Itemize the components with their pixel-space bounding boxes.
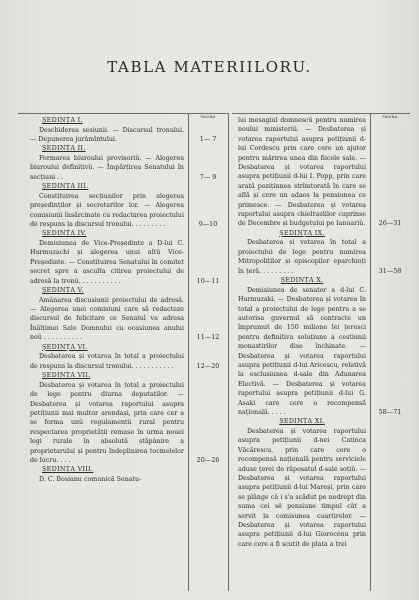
- toc-entry-text: D. C. Bosianu comunică Senatu-: [39, 475, 142, 483]
- page-range: 12—20: [196, 361, 220, 370]
- toc-entry-text: lui mesagiul domnescŭ pentru numirea noului ministeriŭ. — Desbaterea și votarea raportului asupra petițiunii d-lui Cordescu prin care cere un ajutor pentru mărirea unea din fiicele sale. — Desbaterea și votarea raportului asupra petițiunii d-lui I. Popp, prin care arată poziținnea strîmtorată în care se află și cere un adaos la pensiunea ce primesce. — Desbaterea și votarea raportului asupra chieltuelilor cuprinse de Decembre și budgetului pe Ianuariŭ.: [238, 117, 366, 228]
- section-heading: ȘEDINȚA I.: [42, 116, 83, 124]
- section-heading: ȘEDINȚA IV.: [42, 229, 87, 238]
- toc-entry: [30, 239, 220, 286]
- left-page-column-rule: [188, 113, 189, 591]
- toc-entry-text: Formarea biuroului provisoriŭ. — Alegerea biuroului definitivŭ. — Împărțirea Senatului în secțiuni . .: [30, 155, 184, 181]
- section-heading: ȘEDINȚA VII.: [42, 371, 91, 380]
- left-page-header: PAGINA: [200, 115, 216, 119]
- left-page-column-rule-right: [228, 113, 229, 591]
- toc-entry: [30, 192, 218, 230]
- toc-entry: [30, 126, 217, 145]
- toc-entry: [30, 154, 217, 182]
- toc-entry-text: Demisiunea de senator a d-lui C. Hurmuzaki. — Desbaterea și votarea în total a proiectului de lege pentru a se autorisa guvernul să contracte un împrumut de 150 milione lei țeresci pentru definitiva soluțiune a cestiunii monastirilor dise închinate. — Desbaterea și votarea raportului asupra petițiunii d-lui Aricescu, relativă la esclusiunea d-sale din Adunarea Electivă. — Desbaterea și votarea raportului asupra petițiunii d-lui G. Asaki care cere o recompensă națională. . . . .: [238, 286, 366, 416]
- toc-entry-text: Desbaterea și votarea în total a proiectului de lege pentru numirea Mitropoliților și episcopilor eparchioți în țeră. . . . . . . . .: [238, 239, 366, 275]
- page-range: 31—58: [378, 266, 402, 275]
- toc-entry: [30, 381, 220, 466]
- page-range: 11—12: [196, 333, 220, 342]
- page-range: 20—26: [196, 455, 220, 464]
- page-range: 7— 9: [199, 172, 217, 181]
- section-heading: ȘEDINȚA III.: [42, 182, 89, 191]
- toc-entry: [238, 238, 402, 276]
- section-heading: ȘEDINȚA V.: [42, 286, 84, 295]
- section-heading: ȘEDINȚA II.: [42, 144, 86, 153]
- toc-entry: [30, 296, 220, 343]
- toc-entry: [30, 475, 184, 484]
- page-range: 9—10: [198, 220, 218, 229]
- right-header-top-rule: [232, 113, 410, 114]
- section-heading: ȘEDINȚA IX.: [279, 228, 325, 237]
- left-header-top-rule: [18, 113, 228, 114]
- toc-entry: [30, 352, 220, 371]
- section-heading: ȘEDINȚA VI.: [42, 342, 88, 351]
- page-range: 58—71: [378, 407, 402, 416]
- toc-entry-text: Amânarea discusiunii proiectului de adresă. — Alegerea unei comisiuni care să redacteze discursul de felicitare ce Senatul va adresa Înălțimei Sale Domnului cu ocasiunea anului noŭ . . . . . . . . . .: [30, 296, 184, 342]
- page-range: 26—31: [378, 219, 402, 228]
- toc-entry-text: Constituirea secțiunilor prin alegerea președinților și secretarilor lor. — Alegerea comisiunii însărcinate cu redactarea proiectului de respuns la discursul tronului. . . . . . . . .: [30, 192, 184, 229]
- right-page-column-rule: [370, 113, 371, 591]
- section-heading: ȘEDINȚA VIII.: [42, 465, 94, 474]
- toc-entry: [238, 286, 402, 418]
- page-range: 10—11: [196, 276, 220, 285]
- toc-entry: [238, 427, 366, 549]
- toc-entry-text: Desbaterea și votarea raportului asupra petițiunii d-nei Catinca Văcărescu, prin care cere o recompensă națională pentru serviciele aduse țerei de răposatul d-sale soțiŭ. — Desbaterea și votarea raportului asupra petițiunii d-lui Mareși, prin care se plânge că i s'a scădut pe nedrept din suma cei sĕ pensiune timpul cât a servit la comisunea cuartirelor. — Desbaterea și votarea raportului asupra petițiunii d-lui Giorocénu prin care cere a fi scutit de plata a trei: [238, 427, 366, 548]
- right-page-header: PAGINA: [382, 115, 398, 119]
- page-title: TABLA MATERIILORU.: [107, 58, 312, 76]
- toc-entry-text: Desbaterea și votarea în total a proiectului de respuns la discursul tronului. . . . . . . . . . .: [30, 353, 184, 370]
- page-range: 1— 7: [199, 135, 217, 143]
- toc-entry-text: Demisiunea de Vice-Președinte a D-lui C. Hurmuzachi și alegerea unui altŭ Vice-Președinte. — Constituirea Senatului în comitet secret spre a asculta citirea proiectului de adresă la tronŭ. . . . . . . . . . .: [30, 240, 184, 285]
- toc-entry-text: Deschiderea sesiunii. — Discursul tronului. — Depunerea jurămîntului.: [30, 126, 184, 143]
- toc-entry-text: Desbaterea și votarea în total a proiectului de lege pentru diurna deputaților. — Desbaterea și votarea raportului asupra petițiunii mai multor arendași, prin care cer a se forma unŭ regulamentŭ rural pentru respectarea proprietății remase în urma nouei legi rurale în absolută stăpânire a proprietarului și pentru îndeplinirea tocmelelor de lucru. . . .: [30, 381, 184, 464]
- section-heading: ȘEDINȚA X.: [280, 276, 324, 285]
- section-heading: ȘEDINȚA XI.: [279, 417, 325, 426]
